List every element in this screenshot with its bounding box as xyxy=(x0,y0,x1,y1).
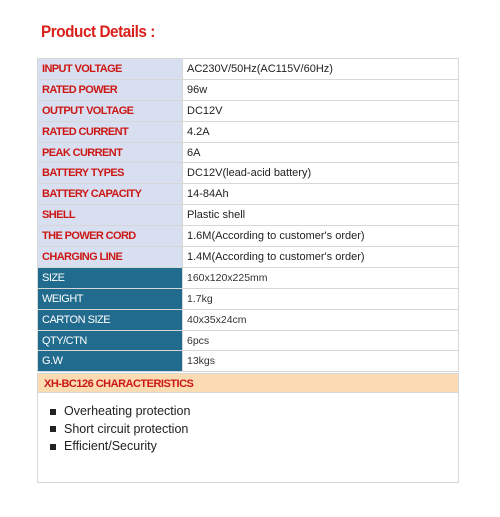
spec-value: 40x35x24cm xyxy=(183,309,459,330)
spec-value: 4.2A xyxy=(183,121,459,142)
spec-value: 13kgs xyxy=(183,351,459,372)
spec-key: BATTERY CAPACITY xyxy=(38,184,183,205)
spec-key: WEIGHT xyxy=(38,288,183,309)
spec-key: PEAK CURRENT xyxy=(38,142,183,163)
characteristics-header: XH-BC126 CHARACTERISTICS xyxy=(37,373,459,393)
spec-value: 6A xyxy=(183,142,459,163)
table-row xyxy=(38,351,459,372)
spec-value: 1.6M(According to customer's order) xyxy=(183,226,459,247)
list-item xyxy=(50,403,190,421)
spec-key: BATTERY TYPES xyxy=(38,163,183,184)
page-title: Product Details : xyxy=(41,22,155,41)
table-row xyxy=(38,121,459,142)
spec-value: 160x120x225mm xyxy=(183,267,459,288)
table-row xyxy=(38,309,459,330)
spec-table xyxy=(37,58,459,372)
spec-key: SIZE xyxy=(38,267,183,288)
table-row xyxy=(38,59,459,80)
spec-key: CARTON SIZE xyxy=(38,309,183,330)
table-row xyxy=(38,226,459,247)
table-row xyxy=(38,205,459,226)
table-row xyxy=(38,142,459,163)
list-item-label: Overheating protection xyxy=(64,404,191,418)
characteristics-list xyxy=(50,403,190,456)
table-row xyxy=(38,288,459,309)
list-item-label: Efficient/Security xyxy=(64,439,157,453)
spec-key: G.W xyxy=(38,351,183,372)
table-row xyxy=(38,100,459,121)
spec-value: 6pcs xyxy=(183,330,459,351)
list-item xyxy=(50,421,190,439)
spec-key: RATED CURRENT xyxy=(38,121,183,142)
spec-value: 1.4M(According to customer's order) xyxy=(183,247,459,268)
spec-key: RATED POWER xyxy=(38,79,183,100)
table-row xyxy=(38,184,459,205)
spec-value: DC12V(lead-acid battery) xyxy=(183,163,459,184)
spec-key: INPUT VOLTAGE xyxy=(38,59,183,80)
spec-key: THE POWER CORD xyxy=(38,226,183,247)
spec-value: DC12V xyxy=(183,100,459,121)
square-bullet-icon xyxy=(50,409,56,415)
table-row xyxy=(38,267,459,288)
spec-value: 14-84Ah xyxy=(183,184,459,205)
spec-key: OUTPUT VOLTAGE xyxy=(38,100,183,121)
square-bullet-icon xyxy=(50,444,56,450)
spec-key: QTY/CTN xyxy=(38,330,183,351)
table-row xyxy=(38,330,459,351)
spec-value: 1.7kg xyxy=(183,288,459,309)
spec-value: AC230V/50Hz(AC115V/60Hz) xyxy=(183,59,459,80)
spec-key: CHARGING LINE xyxy=(38,247,183,268)
list-item xyxy=(50,438,190,456)
square-bullet-icon xyxy=(50,426,56,432)
table-row xyxy=(38,79,459,100)
list-item-label: Short circuit protection xyxy=(64,421,189,436)
table-row xyxy=(38,247,459,268)
table-row xyxy=(38,163,459,184)
spec-value: Plastic shell xyxy=(183,205,459,226)
spec-key: SHELL xyxy=(38,205,183,226)
spec-value: 96w xyxy=(183,79,459,100)
